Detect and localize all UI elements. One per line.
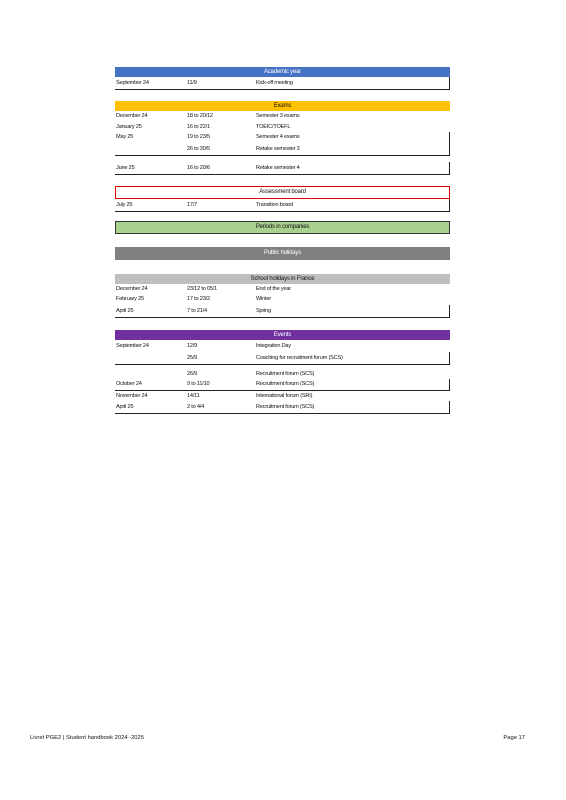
month-cell: November 24: [116, 392, 148, 399]
table-row: [115, 77, 450, 90]
table-row: [115, 284, 450, 295]
event-cell: End of the year: [256, 285, 291, 292]
event-cell: Semester 4 exams: [256, 134, 300, 140]
exams-header: [115, 101, 450, 111]
date-cell: 19 to 23/5: [187, 134, 210, 140]
date-cell: 25/9: [187, 354, 198, 361]
events-title: Events: [273, 331, 292, 338]
date-cell: 17/7: [187, 201, 198, 208]
month-cell: September 24: [116, 342, 149, 349]
table-row: [115, 340, 450, 352]
date-cell: 16 to 20/6: [187, 164, 210, 171]
date-cell: 18 to 20/12: [187, 113, 213, 119]
page-number: Page 17: [503, 735, 525, 741]
assessment-board-title: Assessment board: [259, 188, 306, 195]
periods-in-companies-title: Periods in companies: [255, 223, 310, 230]
academic-year-title: Academic year: [263, 69, 302, 75]
event-cell: Recruitment forum (SCS): [256, 381, 315, 387]
date-cell: 12/9: [187, 342, 198, 349]
periods-in-companies-header: [115, 221, 450, 234]
event-cell: Coaching for recruitment forum (SCS): [256, 354, 343, 361]
table-row: [115, 122, 450, 133]
event-cell: Integration Day: [256, 342, 291, 349]
month-cell: October 24: [116, 381, 142, 387]
month-cell: April 25: [116, 404, 134, 410]
table-row: [115, 352, 450, 365]
date-cell: 7 to 21/4: [187, 307, 207, 314]
event-cell: Winter: [256, 296, 271, 302]
date-cell: 23/12 to 05/1: [187, 285, 218, 292]
event-cell: Transition board: [256, 201, 294, 208]
calendar-sheet: [115, 67, 450, 414]
school-holidays-header: [115, 274, 450, 284]
month-cell: December 24: [116, 113, 148, 119]
date-cell: 9 to 11/10: [187, 381, 210, 387]
event-cell: Retake semester 3: [256, 145, 300, 152]
event-cell: Semester 3 exams: [256, 113, 300, 119]
public-holidays-title: Public holidays: [263, 249, 302, 256]
assessment-board-header: [115, 186, 450, 199]
month-cell: May 25: [116, 134, 134, 140]
exams-title: Exams: [273, 103, 292, 109]
public-holidays-header: [115, 247, 450, 260]
table-row: [115, 391, 450, 402]
month-cell: December 24: [116, 285, 148, 292]
date-cell: 14/11: [187, 392, 200, 399]
footer-title: Livret PGE2 | Student handbook 2024 -2025: [30, 735, 144, 741]
date-cell: 26/9: [187, 370, 198, 377]
events-header: [115, 330, 450, 340]
event-cell: Retake semester 4: [256, 164, 300, 171]
table-row: [115, 379, 450, 391]
date-cell: 16 to 22/1: [187, 123, 210, 130]
event-cell: Kick-off meeting: [256, 80, 293, 86]
event-cell: Spring: [256, 307, 271, 314]
date-cell: 11/9: [187, 80, 197, 86]
month-cell: September 24: [116, 80, 149, 86]
month-cell: January 25: [116, 123, 142, 130]
event-cell: Recruitment forum (SCS): [256, 404, 315, 410]
date-cell: 17 to 23/2: [187, 296, 210, 302]
month-cell: July 25: [116, 201, 133, 208]
table-row: [115, 132, 450, 143]
event-cell: International forum (SRI): [256, 392, 313, 399]
table-row: [115, 369, 450, 380]
table-row: [115, 143, 450, 156]
table-row: [115, 305, 450, 318]
school-holidays-title: School holidays in France: [250, 275, 315, 282]
table-row: [115, 294, 450, 305]
table-row: [115, 162, 450, 175]
month-cell: June 25: [116, 164, 135, 171]
event-cell: Recruitment forum (SCS): [256, 370, 315, 377]
event-cell: TOEIC/TOEFL: [256, 123, 291, 130]
academic-year-header: [115, 67, 450, 77]
month-cell: April 25: [116, 307, 134, 314]
table-row: [115, 199, 450, 212]
table-row: [115, 111, 450, 122]
date-cell: 2 to 4/4: [187, 404, 205, 410]
month-cell: February 25: [116, 296, 144, 302]
table-row: [115, 401, 450, 414]
date-cell: 26 to 30/5: [187, 145, 210, 152]
